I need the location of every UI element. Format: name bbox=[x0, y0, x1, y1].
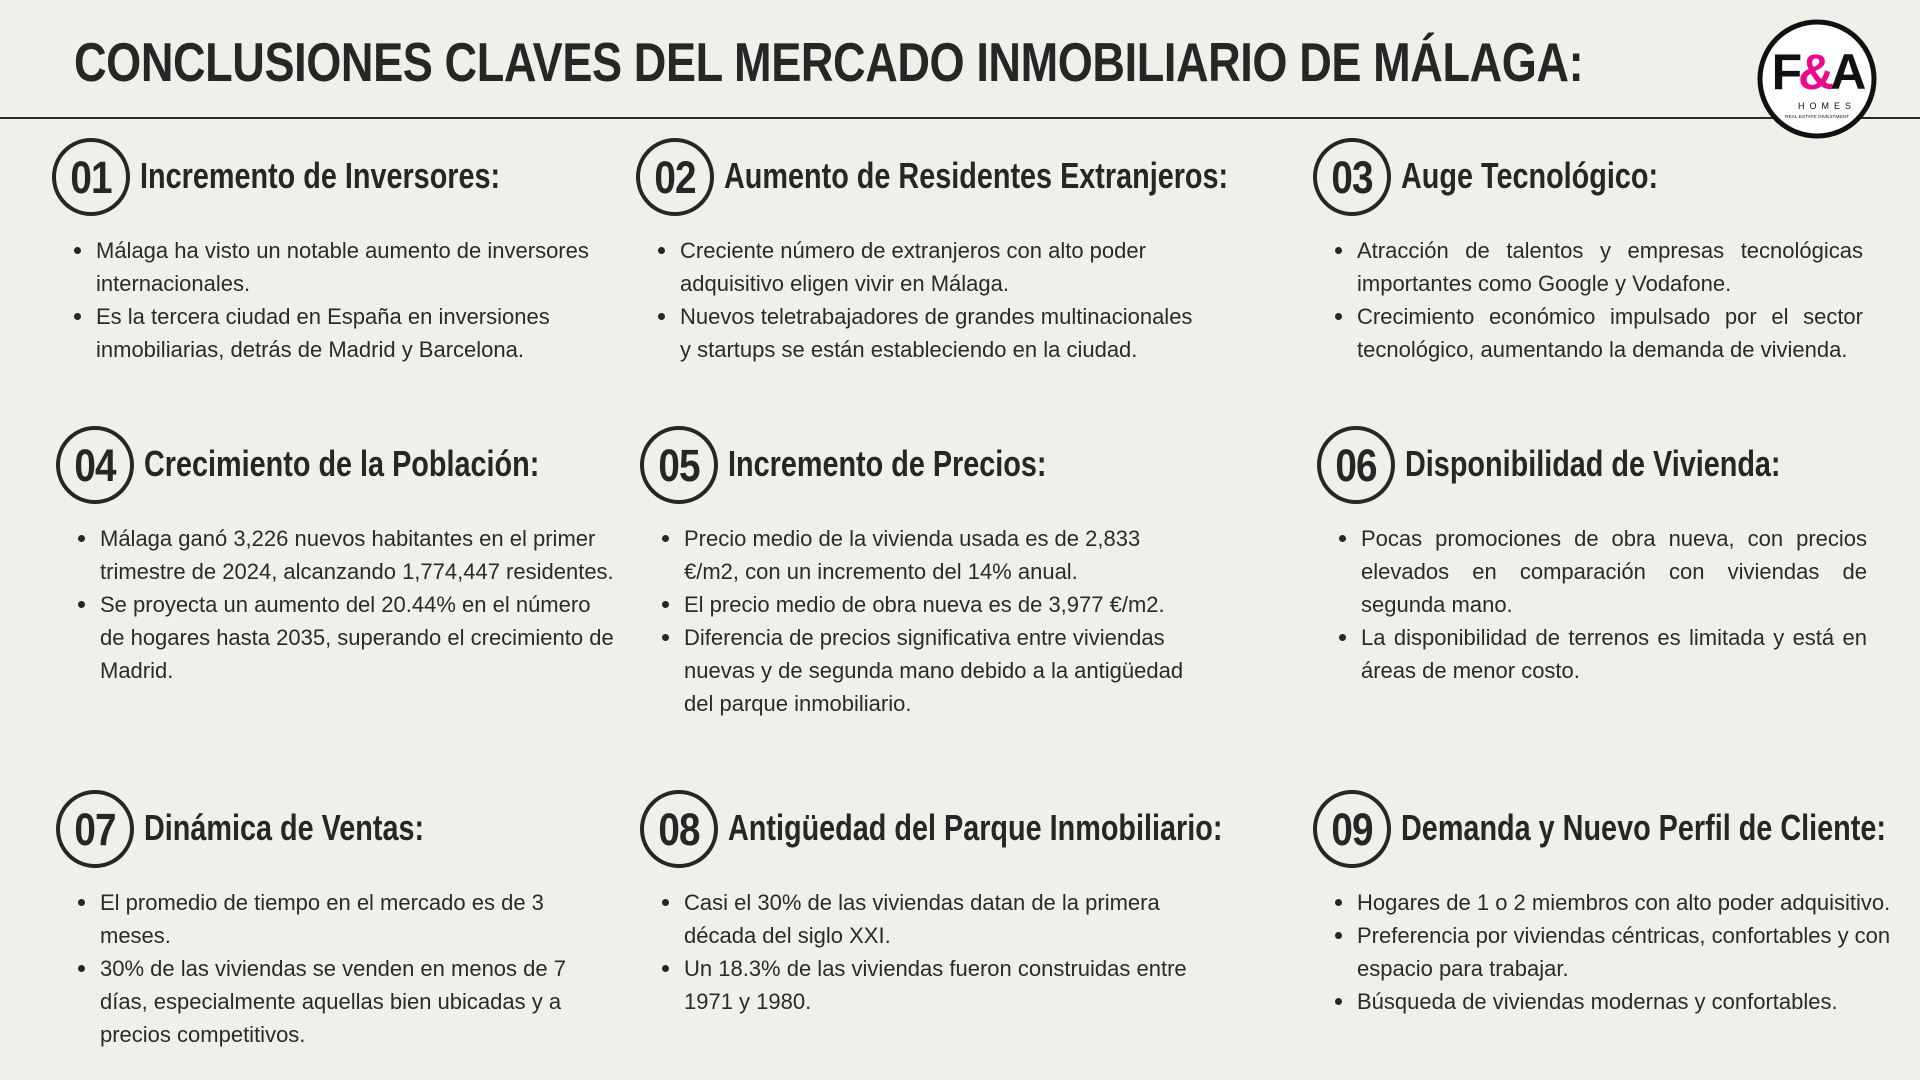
section-number: 06 bbox=[1335, 439, 1377, 491]
section-title: Auge Tecnológico: bbox=[1401, 155, 1659, 196]
bullet-icon bbox=[78, 965, 85, 972]
bullet-icon bbox=[74, 313, 81, 320]
bullet-icon bbox=[662, 634, 669, 641]
bullet-list bbox=[640, 886, 1200, 1018]
bullet-list bbox=[1313, 234, 1863, 366]
bullet-icon bbox=[1335, 247, 1342, 254]
section-number: 07 bbox=[74, 803, 116, 855]
bullet-text: Un 18.3% de las viviendas fueron construidas entre 1971 y 1980. bbox=[684, 956, 1187, 1014]
bullet-list bbox=[636, 234, 1196, 366]
logo-tagline: REAL ESTATE INVESTMENT bbox=[1785, 115, 1849, 120]
bullet-icon bbox=[662, 535, 669, 542]
list-item bbox=[640, 588, 1200, 621]
bullet-list bbox=[56, 522, 616, 687]
section-header bbox=[52, 138, 612, 218]
list-item bbox=[56, 522, 616, 588]
bullet-list bbox=[52, 234, 612, 366]
logo-monogram: F&A bbox=[1771, 44, 1863, 100]
logo-icon bbox=[1756, 18, 1878, 140]
bullet-icon bbox=[1335, 998, 1342, 1005]
number-badge bbox=[1313, 138, 1391, 216]
list-item bbox=[56, 952, 616, 1051]
logo-brand: HOMES bbox=[1797, 101, 1857, 111]
bullet-text: Preferencia por viviendas céntricas, confortables y con espacio para trabajar. bbox=[1357, 923, 1891, 981]
number-badge bbox=[52, 138, 130, 216]
list-item bbox=[1313, 886, 1893, 919]
bullet-icon bbox=[658, 313, 665, 320]
list-item bbox=[1313, 300, 1863, 366]
list-item bbox=[1313, 234, 1863, 300]
number-badge bbox=[640, 790, 718, 868]
bullet-text: Se proyecta un aumento del 20.44% en el número de hogares hasta 2035, superando el crecimiento de Madrid. bbox=[100, 592, 614, 683]
bullet-icon bbox=[662, 601, 669, 608]
section-01 bbox=[52, 138, 612, 366]
bullet-text: El promedio de tiempo en el mercado es de 3 meses. bbox=[100, 890, 544, 948]
section-title: Antigüedad del Parque Inmobiliario: bbox=[728, 807, 1223, 848]
list-item bbox=[1313, 985, 1893, 1018]
list-item bbox=[1317, 522, 1867, 621]
section-number: 05 bbox=[658, 439, 700, 491]
list-item bbox=[56, 588, 616, 687]
bullet-icon bbox=[78, 899, 85, 906]
section-header bbox=[636, 138, 1229, 218]
bullet-text: El precio medio de obra nueva es de 3,977 €/m2. bbox=[684, 592, 1165, 617]
section-header bbox=[56, 426, 616, 506]
number-badge bbox=[56, 426, 134, 504]
section-number: 02 bbox=[654, 151, 696, 203]
section-title: Aumento de Residentes Extranjeros: bbox=[724, 155, 1229, 196]
number-badge bbox=[1313, 790, 1391, 868]
list-item bbox=[636, 300, 1196, 366]
bullet-text: Crecimiento económico impulsado por el sector tecnológico, aumentando la demanda de vivienda. bbox=[1357, 304, 1863, 362]
section-04 bbox=[56, 426, 616, 687]
bullet-icon bbox=[1335, 932, 1342, 939]
number-badge bbox=[1317, 426, 1395, 504]
section-title: Dinámica de Ventas: bbox=[144, 807, 425, 848]
bullet-icon bbox=[78, 535, 85, 542]
bullet-text: Pocas promociones de obra nueva, con precios elevados en comparación con viviendas de segunda mano. bbox=[1361, 526, 1867, 617]
number-badge bbox=[636, 138, 714, 216]
section-06 bbox=[1317, 426, 1867, 687]
section-number: 09 bbox=[1331, 803, 1373, 855]
section-header bbox=[1317, 426, 1867, 506]
section-number: 04 bbox=[74, 439, 116, 491]
section-number: 01 bbox=[70, 151, 112, 203]
section-03 bbox=[1313, 138, 1863, 366]
section-header bbox=[640, 790, 1223, 870]
bullet-text: Hogares de 1 o 2 miembros con alto poder adquisitivo. bbox=[1357, 890, 1891, 915]
section-title: Disponibilidad de Vivienda: bbox=[1405, 443, 1781, 484]
section-header bbox=[1313, 790, 1893, 870]
list-item bbox=[1313, 919, 1893, 985]
section-title: Crecimiento de la Población: bbox=[144, 443, 540, 484]
list-item bbox=[56, 886, 616, 952]
page-title: CONCLUSIONES CLAVES DEL MERCADO INMOBILIARIO DE MÁLAGA: bbox=[74, 31, 1584, 93]
bullet-text: La disponibilidad de terrenos es limitada y está en áreas de menor costo. bbox=[1361, 625, 1867, 683]
bullet-icon bbox=[662, 899, 669, 906]
bullet-icon bbox=[1335, 899, 1342, 906]
list-item bbox=[52, 234, 612, 300]
section-08 bbox=[640, 790, 1223, 1018]
bullet-icon bbox=[1339, 634, 1346, 641]
bullet-text: Málaga ha visto un notable aumento de inversores internacionales. bbox=[96, 238, 589, 296]
bullet-icon bbox=[74, 247, 81, 254]
section-header bbox=[56, 790, 616, 870]
section-05 bbox=[640, 426, 1200, 720]
list-item bbox=[640, 952, 1200, 1018]
section-header bbox=[640, 426, 1200, 506]
bullet-icon bbox=[78, 601, 85, 608]
bullet-text: Atracción de talentos y empresas tecnológicas importantes como Google y Vodafone. bbox=[1357, 238, 1863, 296]
bullet-icon bbox=[1335, 313, 1342, 320]
fa-homes-logo bbox=[1756, 18, 1878, 140]
bullet-text: Precio medio de la vivienda usada es de 2,833 €/m2, con un incremento del 14% anual. bbox=[684, 526, 1141, 584]
section-09 bbox=[1313, 790, 1893, 1018]
number-badge bbox=[640, 426, 718, 504]
section-02 bbox=[636, 138, 1229, 366]
list-item bbox=[640, 522, 1200, 588]
bullet-icon bbox=[662, 965, 669, 972]
bullet-text: Casi el 30% de las viviendas datan de la primera década del siglo XXI. bbox=[684, 890, 1160, 948]
list-item bbox=[52, 300, 612, 366]
bullet-list bbox=[640, 522, 1200, 720]
bullet-icon bbox=[1339, 535, 1346, 542]
section-07 bbox=[56, 790, 616, 1051]
bullet-list bbox=[56, 886, 616, 1051]
bullet-text: Búsqueda de viviendas modernas y confortables. bbox=[1357, 989, 1838, 1014]
list-item bbox=[640, 621, 1200, 720]
list-item bbox=[1317, 621, 1867, 687]
section-header bbox=[1313, 138, 1863, 218]
bullet-text: Nuevos teletrabajadores de grandes multinacionales y startups se están estableciendo en la ciudad. bbox=[680, 304, 1193, 362]
bullet-text: Es la tercera ciudad en España en inversiones inmobiliarias, detrás de Madrid y Barcelona. bbox=[96, 304, 550, 362]
section-number: 08 bbox=[658, 803, 700, 855]
bullet-list bbox=[1313, 886, 1893, 1018]
section-title: Demanda y Nuevo Perfil de Cliente: bbox=[1401, 807, 1886, 848]
number-badge bbox=[56, 790, 134, 868]
bullet-icon bbox=[658, 247, 665, 254]
section-title: Incremento de Inversores: bbox=[140, 155, 501, 196]
bullet-list bbox=[1317, 522, 1867, 687]
bullet-text: Diferencia de precios significativa entre viviendas nuevas y de segunda mano debido a la antigüedad del parque inmobiliario. bbox=[684, 625, 1184, 716]
section-title: Incremento de Precios: bbox=[728, 443, 1047, 484]
title-divider bbox=[0, 117, 1920, 119]
bullet-text: Málaga ganó 3,226 nuevos habitantes en el primer trimestre de 2024, alcanzando 1,774,447 residentes. bbox=[100, 526, 614, 584]
section-number: 03 bbox=[1331, 151, 1373, 203]
bullet-text: Creciente número de extranjeros con alto poder adquisitivo eligen vivir en Málaga. bbox=[680, 238, 1146, 296]
bullet-text: 30% de las viviendas se venden en menos de 7 días, especialmente aquellas bien ubicadas y a precios competitivos. bbox=[100, 956, 566, 1047]
list-item bbox=[640, 886, 1200, 952]
list-item bbox=[636, 234, 1196, 300]
